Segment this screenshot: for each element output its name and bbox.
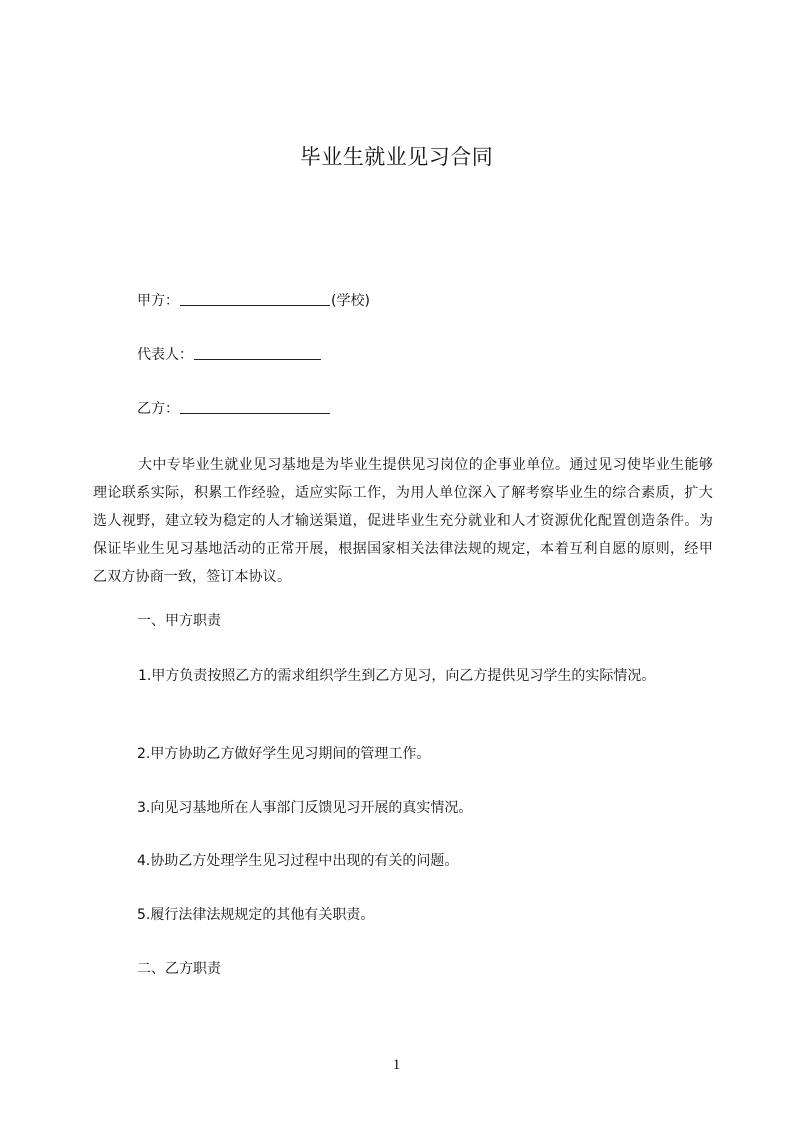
intro-paragraph: 大中专毕业生就业见习基地是为毕业生提供见习岗位的企事业单位。通过见习使毕业生能够理论联系实际，积累工作经验，适应实际工作，为用人单位深入了解考察毕业生的综合素质，扩大选人视野，建立较为稳定的人才输送渠道，促进毕业生充分就业和人才资源优化配置创造条件。为保证毕业生见习基地活动的正常开展，根据国家相关法律法规的规定，本着互利自愿的原则，经甲乙双方协商一致，签订本协议。 — [93, 457, 713, 585]
section-one-heading: 一、甲方职责 — [137, 613, 221, 629]
party-a-suffix: (学校) — [331, 293, 370, 309]
representative-line — [137, 343, 322, 367]
section-two-heading: 二、乙方职责 — [137, 961, 221, 977]
section-one-item-3: 3.向见习基地所在人事部门反馈见习开展的真实情况。 — [137, 800, 473, 816]
party-a-line — [137, 289, 370, 313]
section-one-item-5: 5.履行法律法规规定的其他有关职责。 — [137, 907, 375, 923]
section-one-item-2: 2.甲方协助乙方做好学生见习期间的管理工作。 — [137, 746, 431, 762]
section-one-item-1: 1.甲方负责按照乙方的需求组织学生到乙方见习，向乙方提供见习学生的实际情况。 — [138, 668, 656, 684]
representative-label: 代表人： — [137, 347, 193, 363]
party-b-line — [137, 397, 331, 421]
party-a-blank — [180, 304, 330, 306]
representative-blank — [194, 358, 321, 360]
page-number: 1 — [392, 1057, 401, 1073]
party-b-blank — [180, 412, 330, 414]
section-one-item-4: 4.协助乙方处理学生见习过程中出现的有关的问题。 — [137, 853, 459, 869]
party-a-label: 甲方： — [137, 293, 179, 309]
party-b-label: 乙方： — [137, 401, 179, 417]
document-title: 毕业生就业见习合同 — [299, 145, 494, 169]
